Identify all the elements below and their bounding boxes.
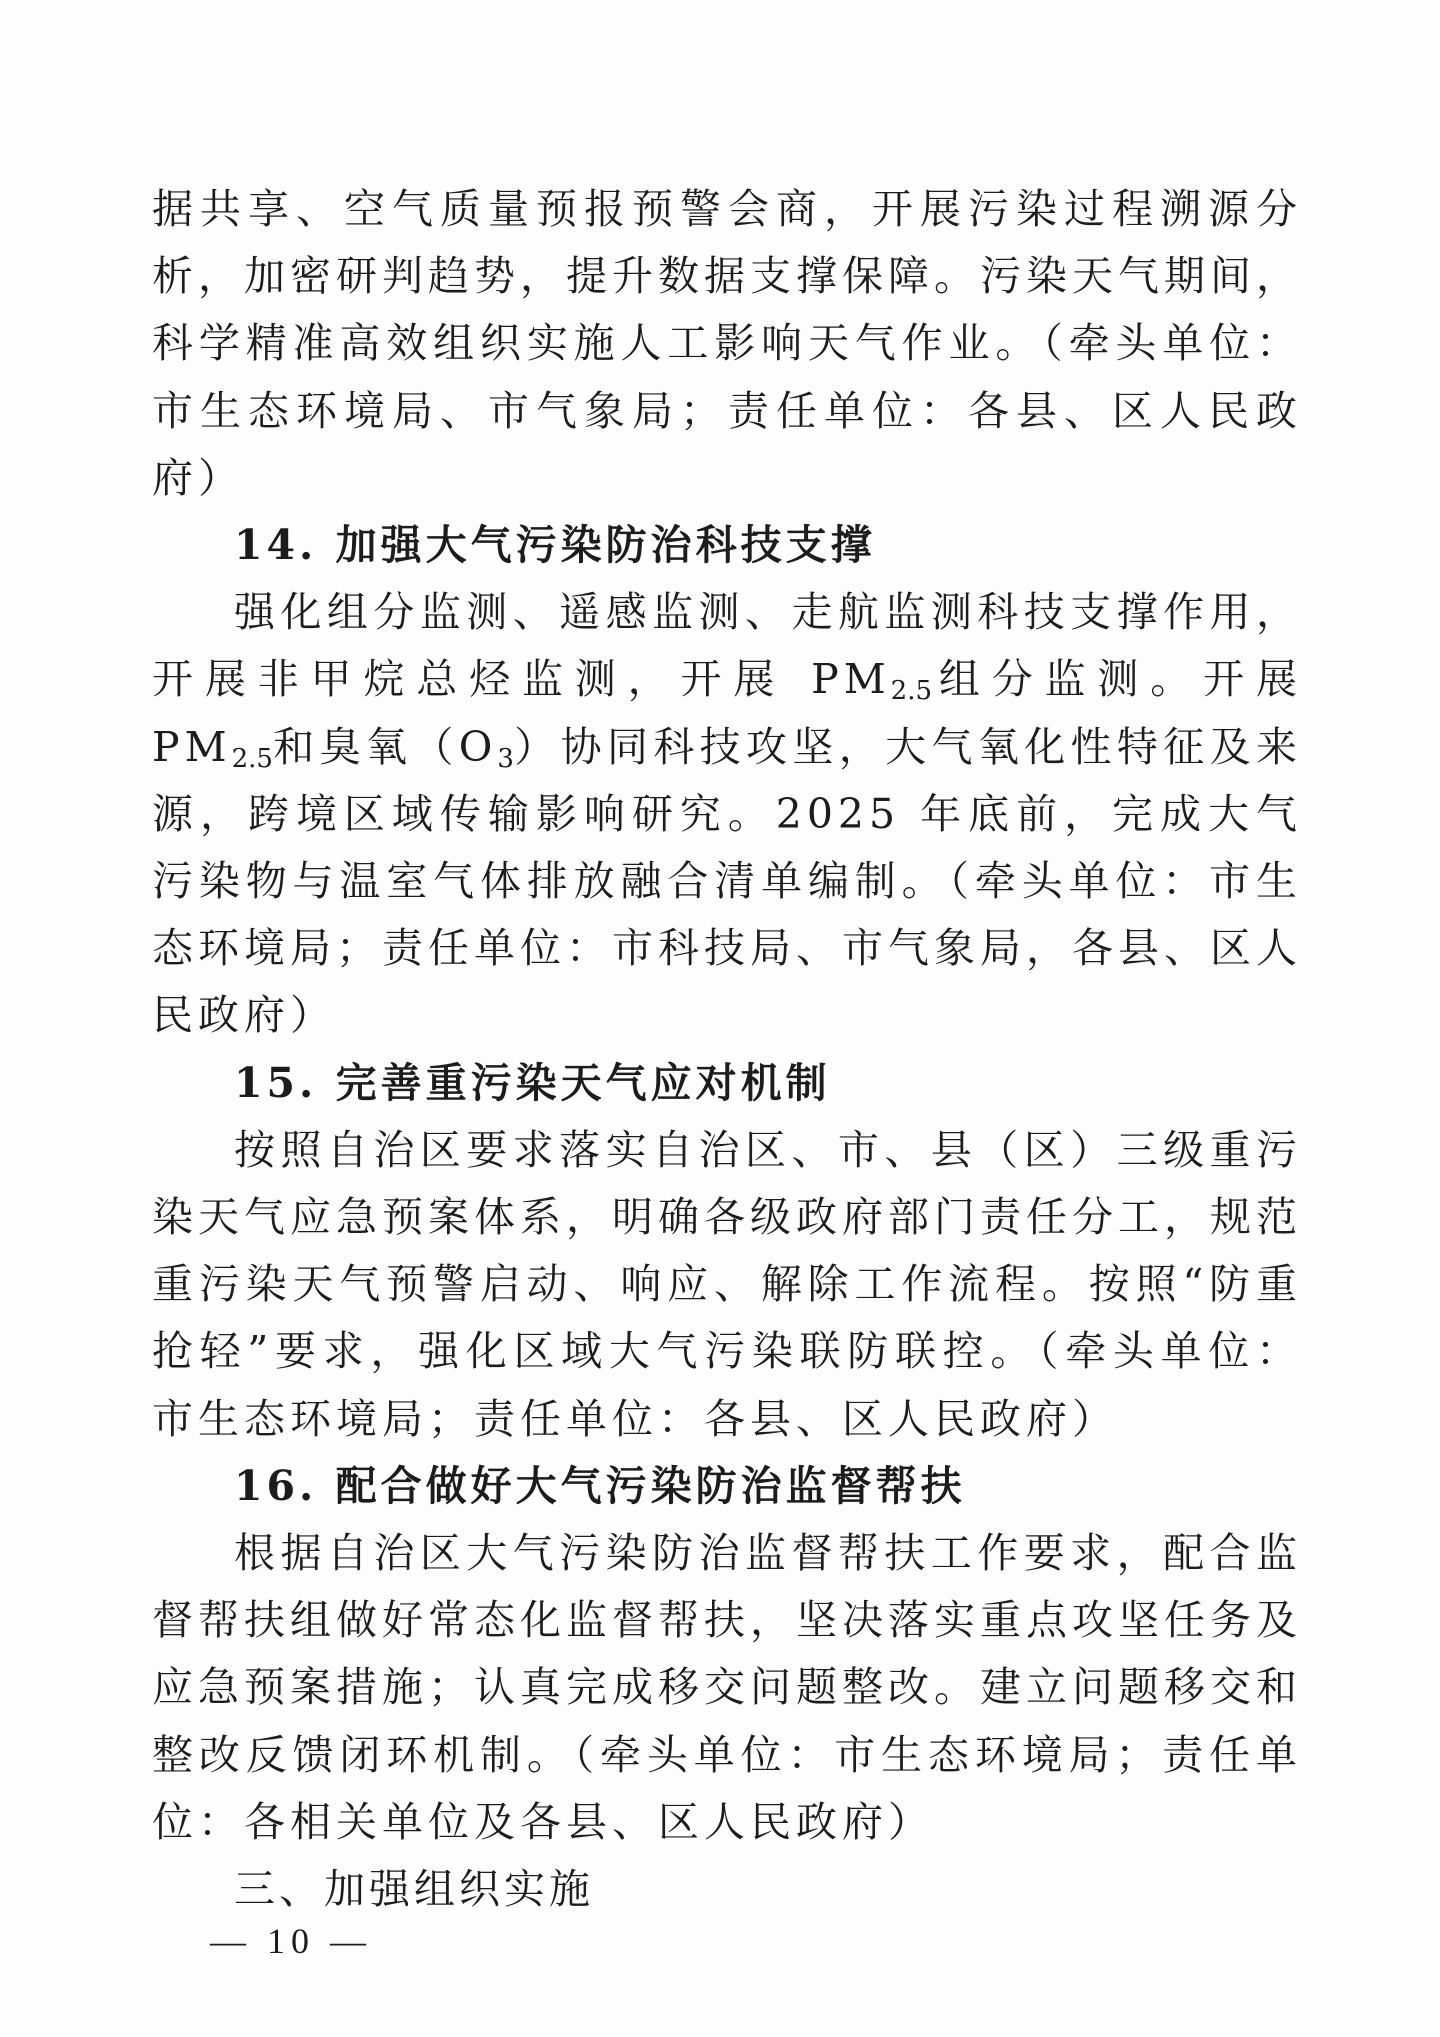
section-heading-14: 14. 加强大气污染防治科技支撑	[234, 521, 876, 570]
pm25-subscript: 2.5	[231, 743, 273, 774]
section-body-14	[152, 579, 1302, 1049]
page-content	[152, 176, 1302, 1923]
section-heading-16: 16. 配合做好大气污染防治监督帮扶	[234, 1461, 966, 1510]
pm25-subscript: 2.5	[890, 676, 933, 707]
ozone-subscript: 3	[497, 743, 514, 774]
section-body-14-text-4: ）协同科技攻坚，大气氧化性特征及来源，跨境区域传输影响研究。2025 年底前，完成大气污染物与温室气体排放融合清单编制。（牵头单位：市生态环境局；责任单位：市科技局、市气象局，各县、区人民政府）	[152, 722, 1302, 1040]
section-body-14-text-1: 强化组分监测、遥感监测、走航监测科技支撑作用，开展非甲烷总烃监测，开展 PM	[152, 588, 1302, 704]
section-body-15: 按照自治区要求落实自治区、市、县（区）三级重污染天气应急预案体系，明确各级政府部门责任分工，规范重污染天气预警启动、响应、解除工作流程。按照“防重抢轻”要求，强化区域大气污染联防联控。（牵头单位：市生态环境局；责任单位：各县、区人民政府）	[152, 1125, 1302, 1443]
continued-paragraph: 据共享、空气质量预报预警会商，开展污染过程溯源分析，加密研判趋势，提升数据支撑保障。污染天气期间，科学精准高效组织实施人工影响天气作业。（牵头单位：市生态环境局、市气象局；责任单位：各县、区人民政府）	[152, 185, 1302, 502]
section-heading-15: 15. 完善重污染天气应对机制	[234, 1058, 831, 1107]
page-number: — 10 —	[210, 1921, 372, 1961]
part-heading: 三、加强组织实施	[234, 1865, 594, 1914]
section-body-16: 根据自治区大气污染防治监督帮扶工作要求，配合监督帮扶组做好常态化监督帮扶，坚决落实重点攻坚任务及应急预案措施；认真完成移交问题整改。建立问题移交和整改反馈闭环机制。（牵头单位：市生态环境局；责任单位：各相关单位及各县、区人民政府）	[152, 1529, 1302, 1846]
section-body-14-text-3: 和臭氧（O	[272, 722, 498, 771]
section-body-14-text-2: 组分监测。开展 PM	[152, 655, 1302, 771]
